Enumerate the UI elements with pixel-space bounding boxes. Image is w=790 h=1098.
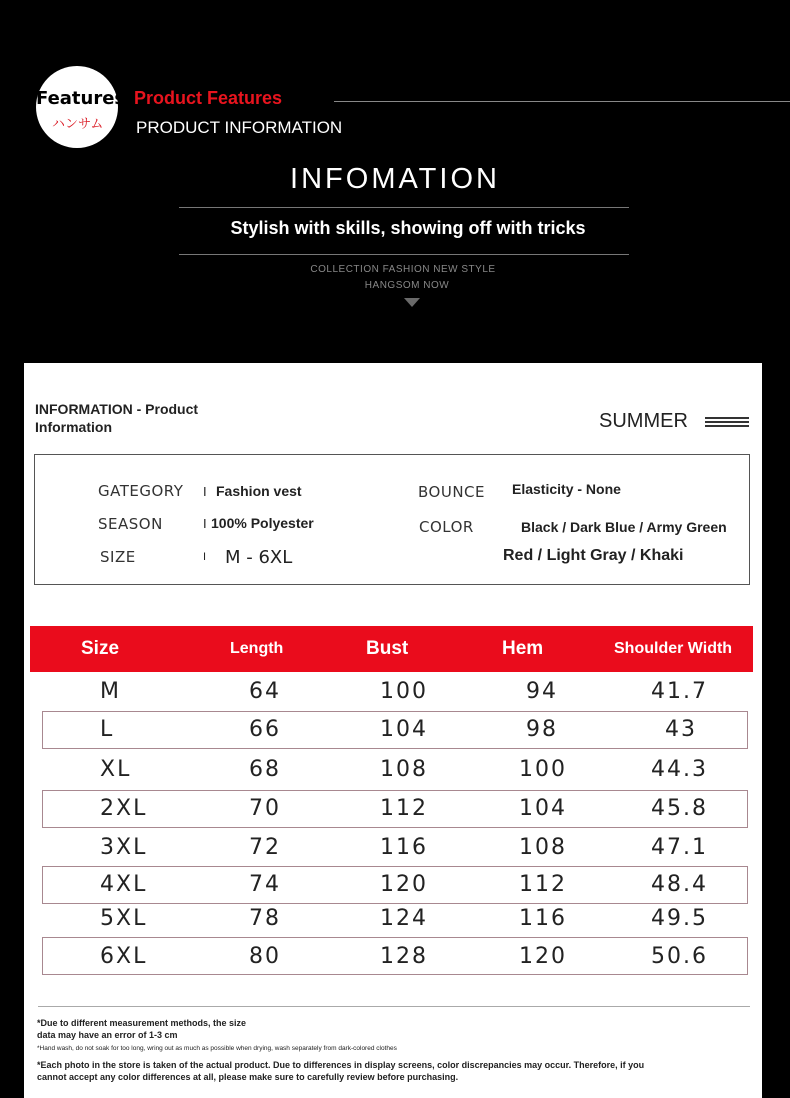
header-size: Size xyxy=(81,638,120,659)
cell-bust: 120 xyxy=(380,872,428,897)
color-label: COLOR xyxy=(419,518,474,536)
slogan: Stylish with skills, showing off with tricks xyxy=(230,218,586,238)
header-divider xyxy=(334,101,790,102)
cell-size: XL xyxy=(100,757,132,782)
note-color-line2: cannot accept any color differences at all, please make sure to carefully review before purchasing. xyxy=(37,1072,459,1082)
collection-line-1: COLLECTION FASHION NEW STYLE xyxy=(310,264,496,275)
cell-shoulder: 41.7 xyxy=(651,679,708,704)
header-length: Length xyxy=(230,640,284,657)
cell-bust: 104 xyxy=(380,717,428,742)
cell-size: 4XL xyxy=(100,872,148,897)
cell-hem: 94 xyxy=(526,679,558,704)
cell-hem: 98 xyxy=(526,717,558,742)
note-color-line1: *Each photo in the store is taken of the actual product. Due to differences in display screens, color discrepancies may occur. Therefore, if you xyxy=(37,1060,645,1070)
color-value-2: Red / Light Gray / Khaki xyxy=(503,547,684,564)
down-triangle-icon xyxy=(404,298,420,307)
product-information-subtitle: PRODUCT INFORMATION xyxy=(136,118,343,137)
title-rule-bottom xyxy=(179,254,629,255)
bounce-label: BOUNCE xyxy=(418,483,485,501)
panel-heading xyxy=(35,400,198,436)
cell-hem: 120 xyxy=(519,944,567,969)
cell-bust: 128 xyxy=(380,944,428,969)
cell-size: M xyxy=(100,679,121,704)
category-value: Fashion vest xyxy=(216,483,302,499)
cell-bust: 116 xyxy=(380,835,428,860)
note-measurement-line2: data may have an error of 1-3 cm xyxy=(37,1030,178,1040)
cell-hem: 100 xyxy=(519,757,567,782)
panel-heading-line1: INFORMATION - Product xyxy=(35,401,199,417)
cell-size: 3XL xyxy=(100,835,148,860)
cell-length: 66 xyxy=(249,717,281,742)
bounce-value: Elasticity - None xyxy=(512,481,621,497)
size-table-header xyxy=(30,626,753,672)
badge-japanese-text: ハンサム xyxy=(52,117,104,132)
size-value: M - 6XL xyxy=(225,547,293,568)
cell-length: 78 xyxy=(249,906,281,931)
cell-size: 5XL xyxy=(100,906,148,931)
cell-bust: 100 xyxy=(380,679,428,704)
cell-shoulder: 45.8 xyxy=(651,796,708,821)
collection-line-2: HANGSOM NOW xyxy=(364,280,450,291)
color-value-1: Black / Dark Blue / Army Green xyxy=(521,519,727,535)
cell-size: 6XL xyxy=(100,944,148,969)
summer-tag: SUMMER xyxy=(599,410,688,432)
note-measurement xyxy=(37,1017,246,1041)
cell-bust: 112 xyxy=(380,796,428,821)
cell-shoulder: 43 xyxy=(665,717,697,742)
cell-length: 68 xyxy=(249,757,281,782)
header-banner xyxy=(0,0,790,362)
size-label: SIZE xyxy=(100,548,136,566)
season-value: 100% Polyester xyxy=(211,515,314,531)
cell-shoulder: 48.4 xyxy=(651,872,708,897)
cell-hem: 116 xyxy=(519,906,567,931)
footer-divider xyxy=(38,1006,750,1007)
cell-length: 72 xyxy=(249,835,281,860)
season-sep: I xyxy=(203,516,207,531)
cell-hem: 112 xyxy=(519,872,567,897)
triple-line-icon xyxy=(705,417,749,429)
season-label: SEASON xyxy=(98,515,163,533)
info-panel xyxy=(24,363,762,1098)
category-label: GATEGORY xyxy=(98,482,184,500)
cell-size: L xyxy=(100,717,115,742)
panel-heading-line2: Information xyxy=(35,419,112,435)
cell-bust: 124 xyxy=(380,906,428,931)
title-rule-top xyxy=(179,207,629,208)
badge-features-text: Features xyxy=(36,88,126,109)
header-shoulder-width: Shoulder Width xyxy=(614,640,733,657)
cell-bust: 108 xyxy=(380,757,428,782)
cell-size: 2XL xyxy=(100,796,148,821)
cell-shoulder: 44.3 xyxy=(651,757,708,782)
header-bust: Bust xyxy=(366,638,409,659)
note-measurement-line1: *Due to different measurement methods, the size xyxy=(37,1018,247,1028)
cell-shoulder: 47.1 xyxy=(651,835,708,860)
cell-length: 70 xyxy=(249,796,281,821)
cell-hem: 108 xyxy=(519,835,567,860)
cell-shoulder: 50.6 xyxy=(651,944,708,969)
cell-length: 74 xyxy=(249,872,281,897)
cell-shoulder: 49.5 xyxy=(651,906,708,931)
size-sep: I xyxy=(203,551,207,563)
note-color xyxy=(37,1059,644,1083)
cell-hem: 104 xyxy=(519,796,567,821)
note-washing: *Hand wash, do not soak for too long, wring out as much as possible when drying, wash separately from dark-colored clothes xyxy=(37,1045,397,1052)
header-hem: Hem xyxy=(502,638,544,659)
cell-length: 64 xyxy=(249,679,281,704)
spec-box xyxy=(34,454,750,585)
product-features-title: Product Features xyxy=(134,88,283,108)
infomation-title: INFOMATION xyxy=(290,163,500,195)
cell-length: 80 xyxy=(249,944,281,969)
category-sep: I xyxy=(203,484,207,499)
